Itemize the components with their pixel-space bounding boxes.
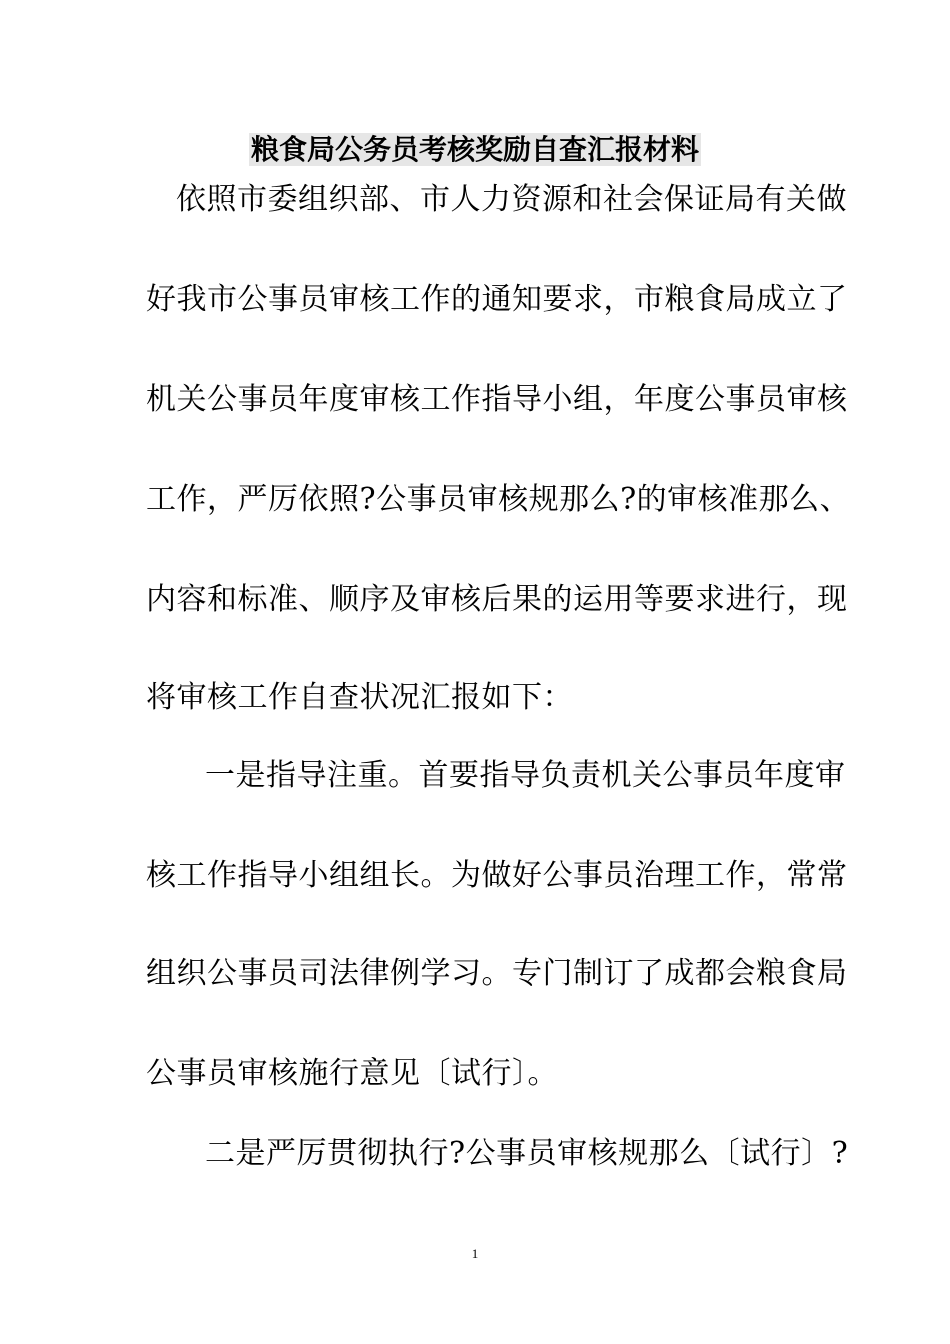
- paragraph-line-6: 将审核工作自查状况汇报如下：: [146, 680, 573, 715]
- paragraph-line-4: 工作，严厉依照?公事员审核规那么?的审核准那么、: [146, 482, 851, 517]
- paragraph-line-11: 二是严厉贯彻执行?公事员审核规那么〔试行〕?: [205, 1136, 849, 1171]
- paragraph-line-3: 机关公事员年度审核工作指导小组，年度公事员审核: [146, 382, 848, 417]
- paragraph-line-5: 内容和标准、顺序及审核后果的运用等要求进行，现: [146, 582, 848, 617]
- document-title: [0, 132, 950, 168]
- paragraph-line-2: 好我市公事员审核工作的通知要求，市粮食局成立了: [146, 282, 848, 317]
- paragraph-line-9: 组织公事员司法律例学习。专门制订了成都会粮食局: [146, 956, 848, 991]
- paragraph-line-1: 依照市委组织部、市人力资源和社会保证局有关做: [176, 182, 847, 217]
- paragraph-line-10: 公事员审核施行意见〔试行〕。: [146, 1056, 558, 1091]
- page-number: 1: [471, 1246, 479, 1261]
- document-title-text: 粮食局公务员考核奖励自查汇报材料: [250, 133, 699, 166]
- paragraph-line-7: 一是指导注重。首要指导负责机关公事员年度审: [205, 758, 846, 793]
- paragraph-line-8: 核工作指导小组组长。为做好公事员治理工作，常常: [146, 858, 848, 893]
